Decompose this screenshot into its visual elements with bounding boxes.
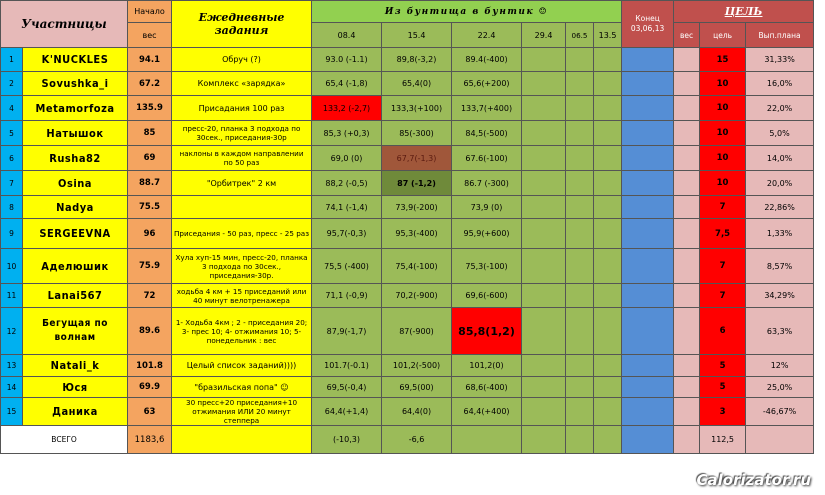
footer-target: 112,5	[700, 426, 746, 454]
daily-task: 1- Ходьба 4км ; 2 - приседания 20; 3- прес 10; 4- отжимания 10; 5- понедельник : вес	[172, 308, 312, 355]
footer-d5	[566, 426, 594, 454]
weekly-weight-empty	[594, 377, 622, 398]
start-weight: 135.9	[128, 96, 172, 121]
plan-percent: 16,0%	[746, 72, 814, 96]
participant-name: Lanai567	[23, 284, 128, 308]
footer-task	[172, 426, 312, 454]
row-number: 9	[1, 219, 23, 249]
weekly-weight-empty	[594, 249, 622, 284]
weekly-weight-empty	[566, 355, 594, 377]
table-row	[1, 48, 814, 72]
weekly-weight-empty	[594, 48, 622, 72]
row-number: 1	[1, 48, 23, 72]
goal-target: 7	[700, 284, 746, 308]
daily-task	[172, 196, 312, 219]
table-row	[1, 308, 814, 355]
footer-d1: (-10,3)	[312, 426, 382, 454]
daily-task: наклоны в каждом направлении по 50 раз	[172, 146, 312, 171]
weekly-weight: 87,9(-1,7)	[312, 308, 382, 355]
weekly-weight-empty	[594, 219, 622, 249]
daily-task: пресс-20, планка 3 подхода по 30сек., приседания-30р	[172, 121, 312, 146]
daily-task: ходьба 4 км + 15 приседаний или 40 минут велотренажера	[172, 284, 312, 308]
goal-weight	[674, 249, 700, 284]
row-number: 11	[1, 284, 23, 308]
end-weight	[622, 284, 674, 308]
weekly-weight: 69,0 (0)	[312, 146, 382, 171]
goal-weight	[674, 308, 700, 355]
weekly-weight: 89.4(-400)	[452, 48, 522, 72]
goal-target: 15	[700, 48, 746, 72]
footer-end	[622, 426, 674, 454]
start-weight: 89.6	[128, 308, 172, 355]
goal-weight	[674, 121, 700, 146]
header-start: Начало	[128, 1, 172, 23]
plan-percent: 20,0%	[746, 171, 814, 196]
table-row	[1, 171, 814, 196]
weekly-weight: 87 (-1,2)	[382, 171, 452, 196]
start-weight: 94.1	[128, 48, 172, 72]
row-number: 5	[1, 121, 23, 146]
plan-percent: 34,29%	[746, 284, 814, 308]
weekly-weight: 93.0 (-1.1)	[312, 48, 382, 72]
weekly-weight-empty	[594, 171, 622, 196]
plan-percent: 63,3%	[746, 308, 814, 355]
weekly-weight-empty	[594, 146, 622, 171]
plan-percent: 22,86%	[746, 196, 814, 219]
goal-weight	[674, 377, 700, 398]
weekly-weight-empty	[594, 308, 622, 355]
goal-target: 5	[700, 377, 746, 398]
table-row	[1, 196, 814, 219]
row-number: 12	[1, 308, 23, 355]
start-weight: 69.9	[128, 377, 172, 398]
end-weight	[622, 171, 674, 196]
weekly-weight-empty	[522, 398, 566, 426]
weekly-weight: 69,5(00)	[382, 377, 452, 398]
goal-target: 10	[700, 72, 746, 96]
weekly-weight: 84,5(-500)	[452, 121, 522, 146]
start-weight: 69	[128, 146, 172, 171]
goal-target: 10	[700, 121, 746, 146]
daily-task: "бразильская попа" ☺	[172, 377, 312, 398]
daily-task: Приседания - 50 раз, пресс - 25 раз	[172, 219, 312, 249]
weekly-weight-empty	[566, 377, 594, 398]
weekly-weight-empty	[522, 48, 566, 72]
end-weight	[622, 355, 674, 377]
table-row	[1, 377, 814, 398]
weekly-weight: 101,2(-500)	[382, 355, 452, 377]
weekly-weight: 68,6(-400)	[452, 377, 522, 398]
weekly-weight: 101,2(0)	[452, 355, 522, 377]
weekly-weight: 133,7(+400)	[452, 96, 522, 121]
plan-percent: 8,57%	[746, 249, 814, 284]
footer-start: 1183,6	[128, 426, 172, 454]
participant-name: K'NUCKLES	[23, 48, 128, 72]
weekly-weight-empty	[594, 398, 622, 426]
weekly-weight-empty	[522, 308, 566, 355]
header-date: 13.5	[594, 23, 622, 48]
table-row	[1, 355, 814, 377]
header-goal-weight: вес	[674, 23, 700, 48]
weekly-weight: 65,6(+200)	[452, 72, 522, 96]
participant-name: Sovushka_i	[23, 72, 128, 96]
weekly-weight: 64,4(+1,4)	[312, 398, 382, 426]
table-row	[1, 398, 814, 426]
footer-goal-weight	[674, 426, 700, 454]
daily-task: Присадания 100 раз	[172, 96, 312, 121]
table-row	[1, 219, 814, 249]
goal-target: 10	[700, 146, 746, 171]
start-weight: 85	[128, 121, 172, 146]
participant-name: Osina	[23, 171, 128, 196]
goal-target: 3	[700, 398, 746, 426]
header-date: 29.4	[522, 23, 566, 48]
weekly-weight: 86.7 (-300)	[452, 171, 522, 196]
row-number: 8	[1, 196, 23, 219]
goal-target: 6	[700, 308, 746, 355]
weekly-weight: 65,4(0)	[382, 72, 452, 96]
weekly-weight: 75,3(-100)	[452, 249, 522, 284]
plan-percent: 25,0%	[746, 377, 814, 398]
participant-name: Бегущая по волнам	[23, 308, 128, 355]
weekly-weight-empty	[566, 284, 594, 308]
weekly-weight-empty	[566, 196, 594, 219]
weekly-weight-empty	[522, 284, 566, 308]
goal-target: 10	[700, 96, 746, 121]
end-weight	[622, 219, 674, 249]
footer-d2: -6,6	[382, 426, 452, 454]
weekly-weight: 101.7(-0.1)	[312, 355, 382, 377]
plan-percent: 22,0%	[746, 96, 814, 121]
plan-percent: -46,67%	[746, 398, 814, 426]
participant-name: Аделюшик	[23, 249, 128, 284]
end-weight	[622, 249, 674, 284]
daily-task: Обруч (?)	[172, 48, 312, 72]
weekly-weight-empty	[522, 72, 566, 96]
header-date: 22.4	[452, 23, 522, 48]
row-number: 6	[1, 146, 23, 171]
weekly-weight-empty	[594, 121, 622, 146]
weekly-weight: 67,7(-1,3)	[382, 146, 452, 171]
participant-name: SERGEEVNA	[23, 219, 128, 249]
weekly-weight: 88,2 (-0,5)	[312, 171, 382, 196]
goal-target: 7,5	[700, 219, 746, 249]
goal-target: 5	[700, 355, 746, 377]
weekly-weight-empty	[522, 377, 566, 398]
weekly-weight-empty	[594, 96, 622, 121]
weekly-weight: 73,9 (0)	[452, 196, 522, 219]
weekly-weight: 64,4(+400)	[452, 398, 522, 426]
header-goal-title: ЦЕЛЬ	[674, 1, 814, 23]
weekly-weight: 89,8(-3,2)	[382, 48, 452, 72]
weekly-weight-empty	[522, 146, 566, 171]
goal-weight	[674, 284, 700, 308]
weekly-weight: 69,6(-600)	[452, 284, 522, 308]
start-weight: 88.7	[128, 171, 172, 196]
weekly-weight-empty	[566, 72, 594, 96]
daily-task: Комплекс «зарядка»	[172, 72, 312, 96]
weekly-weight-empty	[566, 398, 594, 426]
weekly-weight: 75,4(-100)	[382, 249, 452, 284]
row-number: 14	[1, 377, 23, 398]
start-weight: 75.5	[128, 196, 172, 219]
weekly-weight-empty	[594, 196, 622, 219]
weekly-weight: 69,5(-0,4)	[312, 377, 382, 398]
weekly-weight: 85(-300)	[382, 121, 452, 146]
table-row	[1, 121, 814, 146]
table-row	[1, 284, 814, 308]
plan-percent: 14,0%	[746, 146, 814, 171]
goal-weight	[674, 146, 700, 171]
goal-weight	[674, 398, 700, 426]
weekly-weight: 67.6(-100)	[452, 146, 522, 171]
header-goal-target: цель	[700, 23, 746, 48]
row-number: 7	[1, 171, 23, 196]
weekly-weight: 85,3 (+0,3)	[312, 121, 382, 146]
weekly-weight-empty	[594, 284, 622, 308]
end-weight	[622, 121, 674, 146]
header-date: 15.4	[382, 23, 452, 48]
weekly-weight-empty	[566, 48, 594, 72]
footer-percent	[746, 426, 814, 454]
participant-name: Natali_k	[23, 355, 128, 377]
daily-task: "Орбитрек" 2 км	[172, 171, 312, 196]
row-number: 2	[1, 72, 23, 96]
weekly-weight-empty	[594, 72, 622, 96]
header-date: 06.5	[566, 23, 594, 48]
footer-label: ВСЕГО	[1, 426, 128, 454]
weekly-weight-empty	[522, 355, 566, 377]
daily-task: Целый список заданий))))	[172, 355, 312, 377]
footer-d4	[522, 426, 566, 454]
header-end: Конец 03,06,13	[622, 1, 674, 48]
weekly-weight: 75,5 (-400)	[312, 249, 382, 284]
table-row	[1, 249, 814, 284]
weekly-weight: 95,9(+600)	[452, 219, 522, 249]
weekly-weight-empty	[522, 249, 566, 284]
end-weight	[622, 377, 674, 398]
row-number: 15	[1, 398, 23, 426]
header-date: 08.4	[312, 23, 382, 48]
weekly-weight-empty	[566, 219, 594, 249]
goal-weight	[674, 48, 700, 72]
end-weight	[622, 48, 674, 72]
weekly-weight-empty	[522, 196, 566, 219]
row-number: 13	[1, 355, 23, 377]
weekly-weight-empty	[522, 219, 566, 249]
weekly-weight: 64,4(0)	[382, 398, 452, 426]
plan-percent: 12%	[746, 355, 814, 377]
weekly-weight: 87(-900)	[382, 308, 452, 355]
daily-task: 30 пресс+20 приседания+10 отжимания ИЛИ 20 минут степпера	[172, 398, 312, 426]
weekly-weight: 85,8(1,2)	[452, 308, 522, 355]
participant-name: Юся	[23, 377, 128, 398]
weekly-weight: 65,4 (-1,8)	[312, 72, 382, 96]
weekly-weight: 133,2 (-2,7)	[312, 96, 382, 121]
weekly-weight-empty	[566, 96, 594, 121]
participant-name: Metamorfoza	[23, 96, 128, 121]
header-participants: Участницы	[1, 1, 128, 48]
daily-task: Хула хуп-15 мин, пресс-20, планка 3 подхода по 30сек., приседания-30р.	[172, 249, 312, 284]
header-start-weight: вес	[128, 23, 172, 48]
watermark: Calorizator.ru	[696, 471, 811, 489]
weekly-weight: 70,2(-900)	[382, 284, 452, 308]
end-weight	[622, 196, 674, 219]
weekly-weight: 73,9(-200)	[382, 196, 452, 219]
weekly-weight-empty	[566, 121, 594, 146]
weekly-weight: 71,1 (-0,9)	[312, 284, 382, 308]
end-weight	[622, 308, 674, 355]
participant-name: Nadya	[23, 196, 128, 219]
participant-name: Даника	[23, 398, 128, 426]
header-goal-done: Вып.плана	[746, 23, 814, 48]
plan-percent: 5,0%	[746, 121, 814, 146]
goal-weight	[674, 171, 700, 196]
weekly-weight-empty	[522, 171, 566, 196]
weekly-weight: 133,3(+100)	[382, 96, 452, 121]
start-weight: 63	[128, 398, 172, 426]
table-row	[1, 96, 814, 121]
footer-d3	[452, 426, 522, 454]
start-weight: 96	[128, 219, 172, 249]
goal-target: 10	[700, 171, 746, 196]
plan-percent: 1,33%	[746, 219, 814, 249]
table-row	[1, 72, 814, 96]
header-dates-title: Из бунтища в бунтик ☺	[312, 1, 622, 23]
participant-name: Натышок	[23, 121, 128, 146]
goal-weight	[674, 355, 700, 377]
goal-weight	[674, 96, 700, 121]
weekly-weight-empty	[522, 121, 566, 146]
start-weight: 72	[128, 284, 172, 308]
header-tasks: Ежедневные задания	[172, 1, 312, 48]
weekly-weight: 95,3(-400)	[382, 219, 452, 249]
row-number: 10	[1, 249, 23, 284]
weekly-weight-empty	[522, 96, 566, 121]
end-weight	[622, 146, 674, 171]
end-weight	[622, 398, 674, 426]
plan-percent: 31,33%	[746, 48, 814, 72]
weekly-weight: 74,1 (-1,4)	[312, 196, 382, 219]
weekly-weight: 95,7(-0,3)	[312, 219, 382, 249]
row-number: 4	[1, 96, 23, 121]
goal-weight	[674, 196, 700, 219]
weekly-weight-empty	[566, 171, 594, 196]
end-weight	[622, 96, 674, 121]
goal-weight	[674, 219, 700, 249]
weekly-weight-empty	[594, 355, 622, 377]
end-weight	[622, 72, 674, 96]
weekly-weight-empty	[566, 308, 594, 355]
start-weight: 75.9	[128, 249, 172, 284]
start-weight: 67.2	[128, 72, 172, 96]
start-weight: 101.8	[128, 355, 172, 377]
weekly-weight-empty	[566, 146, 594, 171]
goal-target: 7	[700, 196, 746, 219]
participant-name: Rusha82	[23, 146, 128, 171]
footer-d6	[594, 426, 622, 454]
goal-weight	[674, 72, 700, 96]
table-row	[1, 146, 814, 171]
goal-target: 7	[700, 249, 746, 284]
weekly-weight-empty	[566, 249, 594, 284]
